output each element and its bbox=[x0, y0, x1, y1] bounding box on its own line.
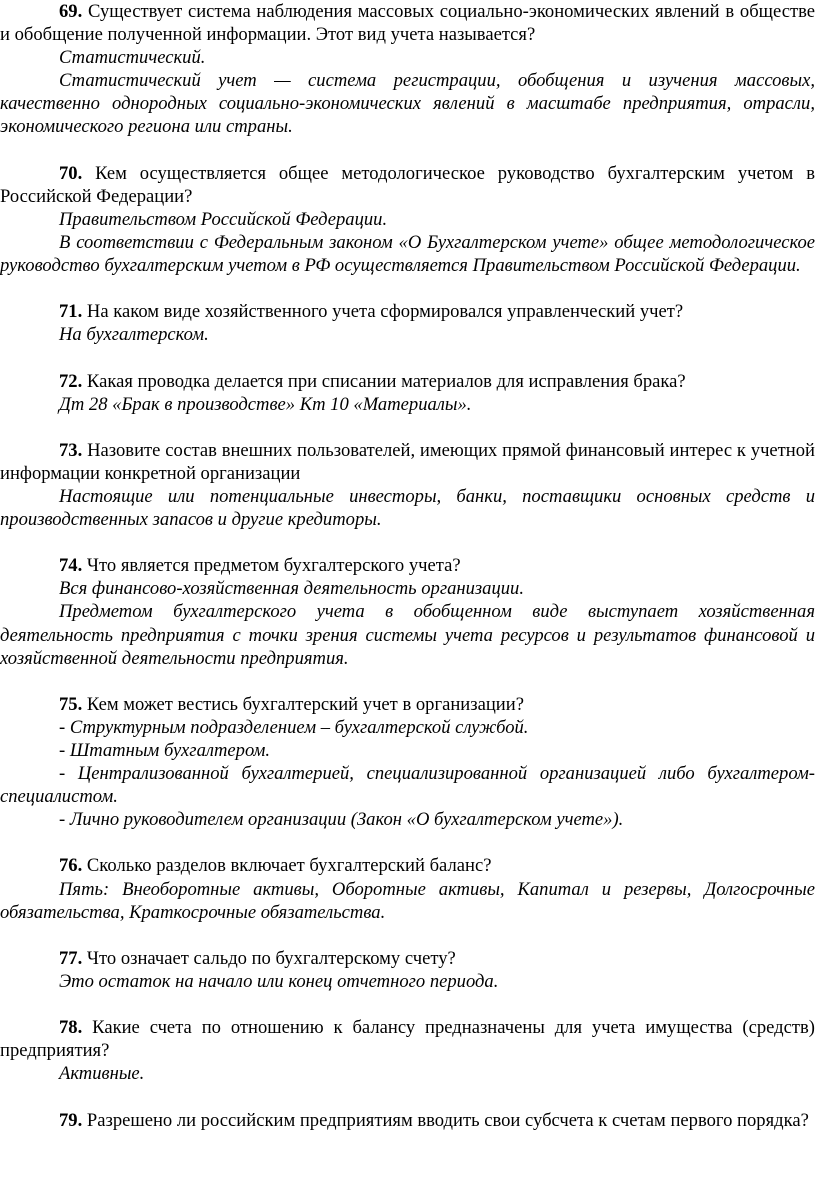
answer-explanation: Статистический учет — система регистрации, обобщения и изучения массовых, качественно однородных социально-экономических явлений в масштабе предприятия, отрасли, экономического региона или страны. bbox=[0, 70, 815, 138]
question-number: 71. bbox=[59, 301, 83, 323]
question bbox=[0, 1016, 815, 1062]
qa-item-75 bbox=[0, 693, 815, 832]
question-number: 72. bbox=[59, 370, 83, 392]
answer: Вся финансово-хозяйственная деятельность организации. bbox=[59, 578, 525, 600]
question bbox=[0, 300, 815, 323]
question bbox=[0, 439, 815, 485]
question-text: Разрешено ли российским предприятиям вводить свои субсчета к счетам первого порядка? bbox=[86, 1109, 809, 1131]
qa-item-72 bbox=[0, 370, 815, 416]
question-number: 74. bbox=[59, 555, 83, 577]
question bbox=[0, 554, 815, 577]
question bbox=[0, 370, 815, 393]
question-number: 78. bbox=[59, 1017, 83, 1039]
question-number: 69. bbox=[59, 1, 83, 22]
question bbox=[0, 0, 815, 46]
question-number: 76. bbox=[59, 855, 83, 877]
question bbox=[0, 854, 815, 877]
answer: Пять: Внеоборотные активы, Оборотные активы, Капитал и резервы, Долгосрочные обязательства, Краткосрочные обязательства. bbox=[0, 878, 815, 923]
question-number: 73. bbox=[59, 439, 83, 461]
answer-list-item: - Централизованной бухгалтерией, специализированной организацией либо бухгалтером-специалистом. bbox=[0, 763, 815, 808]
qa-item-74 bbox=[0, 554, 815, 669]
qa-item-70 bbox=[0, 162, 815, 277]
spacer bbox=[0, 277, 815, 300]
question-text: Кем может вестись бухгалтерский учет в организации? bbox=[86, 693, 524, 715]
answer-explanation: Предметом бухгалтерского учета в обобщенном виде выступает хозяйственная деятельность предприятия с точки зрения системы учета ресурсов и результатов финансовой и хозяйственной деятельности предприятия. bbox=[0, 601, 815, 669]
spacer bbox=[0, 993, 815, 1016]
question-text: Что означает сальдо по бухгалтерскому счету? bbox=[86, 947, 456, 969]
spacer bbox=[0, 831, 815, 854]
answer: Активные. bbox=[59, 1063, 145, 1085]
question-text: Назовите состав внешних пользователей, имеющих прямой финансовый интерес к учетной информации конкретной организации bbox=[0, 439, 815, 484]
qa-item-77 bbox=[0, 947, 815, 993]
qa-item-71 bbox=[0, 300, 815, 346]
qa-item-79 bbox=[0, 1109, 815, 1132]
spacer bbox=[0, 139, 815, 162]
spacer bbox=[0, 416, 815, 439]
question bbox=[0, 947, 815, 970]
question bbox=[0, 1109, 815, 1132]
question-text: Сколько разделов включает бухгалтерский баланс? bbox=[86, 855, 492, 877]
answer: Дт 28 «Брак в производстве» Кт 10 «Материалы». bbox=[59, 393, 472, 415]
question-number: 75. bbox=[59, 693, 83, 715]
spacer bbox=[0, 346, 815, 369]
answer-list-item: - Штатным бухгалтером. bbox=[59, 740, 271, 761]
question-text: На каком виде хозяйственного учета сформировался управленческий учет? bbox=[86, 301, 684, 323]
qa-item-76 bbox=[0, 854, 815, 923]
question bbox=[0, 162, 815, 208]
answer-list-item: - Структурным подразделением – бухгалтерской службой. bbox=[59, 716, 529, 738]
question-text: Какие счета по отношению к балансу предназначены для учета имущества (средств) предприятия? bbox=[0, 1017, 815, 1062]
spacer bbox=[0, 1085, 815, 1108]
question-number: 79. bbox=[59, 1109, 83, 1131]
question-number: 77. bbox=[59, 947, 83, 969]
qa-item-69 bbox=[0, 0, 815, 139]
spacer bbox=[0, 531, 815, 554]
qa-item-73 bbox=[0, 439, 815, 531]
answer: Статистический. bbox=[59, 47, 206, 69]
answer-explanation: В соответствии с Федеральным законом «О Бухгалтерском учете» общее методологическое руководство бухгалтерским учетом в РФ осуществляется Правительством Российской Федерации. bbox=[0, 231, 815, 277]
answer: На бухгалтерском. bbox=[59, 324, 209, 346]
question bbox=[0, 693, 815, 716]
spacer bbox=[0, 924, 815, 947]
spacer bbox=[0, 670, 815, 693]
question-text: Какая проводка делается при списании материалов для исправления брака? bbox=[86, 370, 686, 392]
question-text: Кем осуществляется общее методологическое руководство бухгалтерским учетом в Российской Федерации? bbox=[0, 162, 815, 207]
answer-list-item: - Лично руководителем организации (Закон «О бухгалтерском учете»). bbox=[59, 809, 624, 831]
question-text: Существует система наблюдения массовых социально-экономических явлений в обществе и обобщение полученной информации. Этот вид учета называется? bbox=[0, 1, 815, 46]
answer: Это остаток на начало или конец отчетного периода. bbox=[59, 970, 499, 992]
answer: Настоящие или потенциальные инвесторы, банки, поставщики основных средств и производственных запасов и другие кредиторы. bbox=[0, 485, 815, 531]
qa-item-78 bbox=[0, 1016, 815, 1085]
answer: Правительством Российской Федерации. bbox=[59, 208, 388, 230]
question-number: 70. bbox=[59, 162, 83, 184]
question-text: Что является предметом бухгалтерского учета? bbox=[86, 555, 461, 577]
